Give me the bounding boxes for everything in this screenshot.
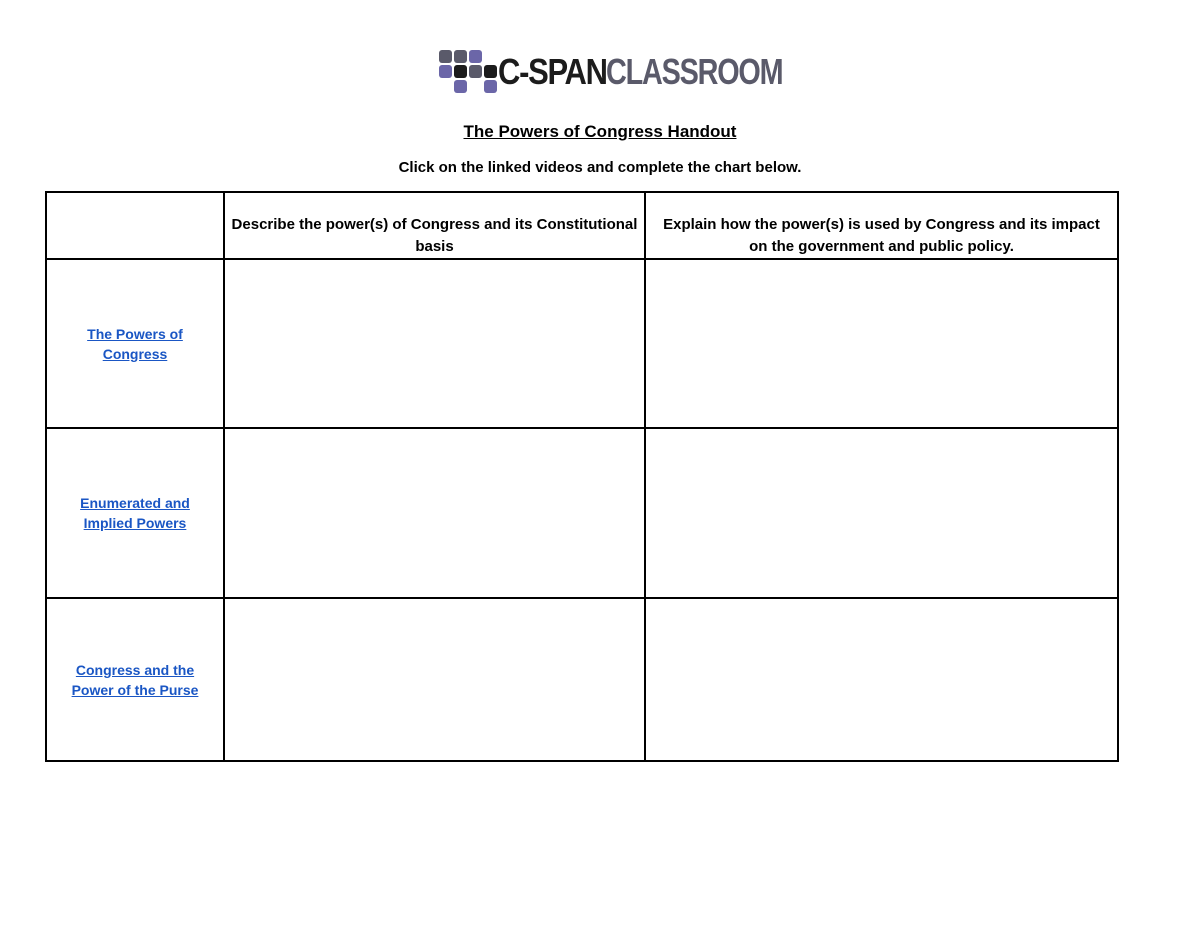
answer-cell-explain[interactable] [645, 259, 1118, 428]
header-cell-describe: Describe the power(s) of Congress and its Constitutional basis [224, 192, 645, 259]
answer-cell-explain[interactable] [645, 428, 1118, 598]
answer-cell-describe[interactable] [224, 259, 645, 428]
table-row [46, 428, 1118, 598]
answer-cell-explain[interactable] [645, 598, 1118, 761]
table-row [46, 259, 1118, 428]
handout-title: The Powers of Congress Handout [463, 122, 737, 141]
logo-text-cspan: C-SPAN [498, 51, 607, 92]
powers-chart-table [45, 191, 1119, 762]
header-cell-blank [46, 192, 224, 259]
answer-cell-describe[interactable] [224, 598, 645, 761]
logo-text-classroom: CLASSROOM [606, 51, 783, 92]
video-link-enumerated-implied-powers[interactable]: Enumerated and Implied Powers [80, 495, 190, 531]
row-label-cell [46, 428, 224, 598]
row-label-cell [46, 598, 224, 761]
logo-mark-icon [438, 46, 498, 98]
handout-instructions: Click on the linked videos and complete the chart below. [398, 159, 802, 176]
video-link-power-of-the-purse[interactable]: Congress and the Power of the Purse [71, 661, 199, 698]
table-header-row [46, 192, 1118, 259]
cspan-classroom-logo [438, 46, 827, 98]
row-label-cell [46, 259, 224, 428]
table-row [46, 598, 1118, 761]
answer-cell-describe[interactable] [224, 428, 645, 598]
header-cell-explain: Explain how the power(s) is used by Congress and its impact on the government and public policy. [645, 192, 1118, 259]
video-link-powers-of-congress[interactable]: The Powers of Congress [87, 325, 183, 362]
